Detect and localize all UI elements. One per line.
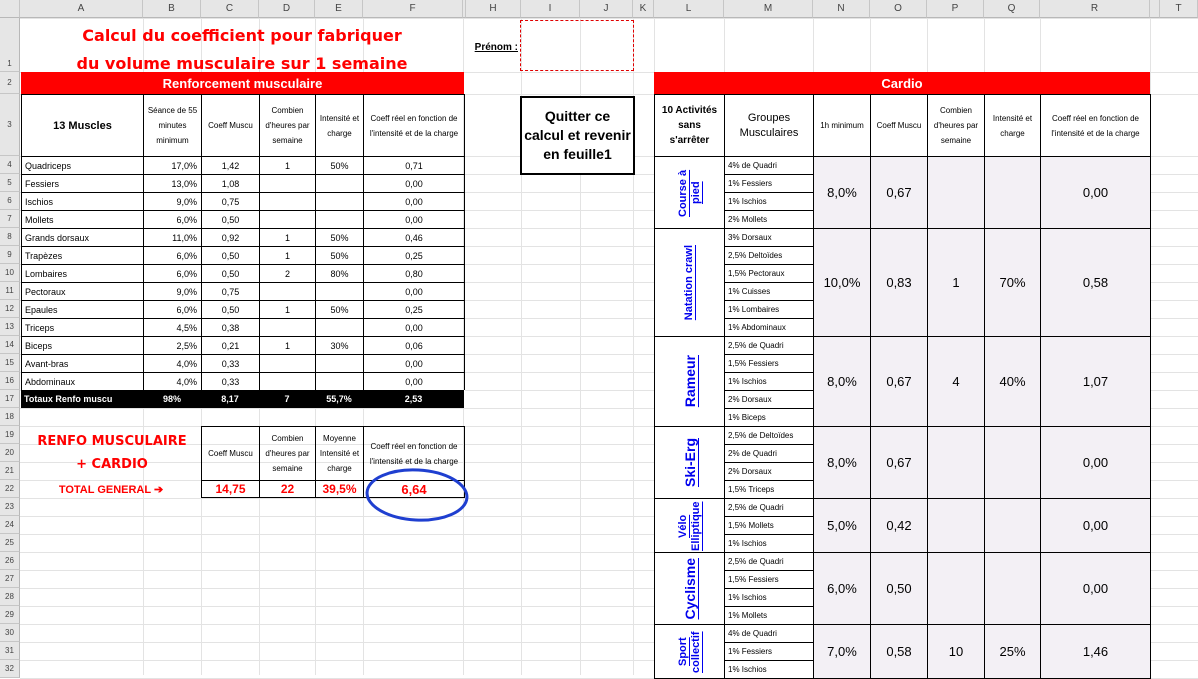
cardio-group-cell: 1% Fessiers xyxy=(724,642,814,661)
row-header-30[interactable]: 30 xyxy=(0,624,20,642)
cardio-header-coeff: Coeff Muscu xyxy=(870,94,928,157)
column-header-t[interactable]: T xyxy=(1160,0,1198,18)
row-header-18[interactable]: 18 xyxy=(0,408,20,426)
renfo-cell-coeff: 0,38 xyxy=(201,318,260,337)
renfo-cell-hrs[interactable]: 1 xyxy=(259,336,316,355)
cardio-activity-link[interactable]: Ski-Erg xyxy=(681,437,698,487)
cardio-cell-int[interactable]: 25% xyxy=(984,624,1041,679)
cardio-group-cell: 2,5% de Quadri xyxy=(724,498,814,517)
renfo-cell-coeff: 0,50 xyxy=(201,210,260,229)
gridline-row xyxy=(20,18,1198,19)
cardio-group-cell: 2,5% Deltoïdes xyxy=(724,246,814,265)
renfo-cell-coeff: 0,75 xyxy=(201,192,260,211)
cardio-cell-min: 10,0% xyxy=(813,228,871,337)
renfo-total-name: Totaux Renfo muscu xyxy=(21,390,144,408)
renfo-cell-int[interactable]: 50% xyxy=(315,156,364,175)
cardio-group-cell: 1% Ischios xyxy=(724,588,814,607)
total-general-label: TOTAL GENERAL ➔ xyxy=(58,483,164,496)
general-header-heures: Combien d'heures par semaine xyxy=(259,426,316,481)
row-header-3[interactable]: 3 xyxy=(0,94,20,156)
cardio-cell-int[interactable]: 70% xyxy=(984,228,1041,337)
cardio-cell-int[interactable] xyxy=(984,156,1041,229)
select-all-corner[interactable] xyxy=(0,0,20,18)
cardio-group-cell: 1% Lombaires xyxy=(724,300,814,319)
renfo-cell-pct: 4,0% xyxy=(143,372,202,391)
row-header-23[interactable]: 23 xyxy=(0,498,20,516)
total-general-hrs: 22 xyxy=(259,480,316,498)
cardio-group-cell: 1% Mollets xyxy=(724,606,814,625)
cardio-group-cell: 1% Ischios xyxy=(724,534,814,553)
cardio-cell-coeff: 0,67 xyxy=(870,426,928,499)
renfo-cell-name: Quadriceps xyxy=(21,156,144,175)
renfo-cell-pct: 2,5% xyxy=(143,336,202,355)
cardio-group-cell: 1% Ischios xyxy=(724,372,814,391)
cardio-cell-reel: 0,58 xyxy=(1040,228,1151,337)
row-header-5[interactable]: 5 xyxy=(0,174,20,192)
cardio-cell-coeff: 0,58 xyxy=(870,624,928,679)
renfo-cell-reel: 0,06 xyxy=(363,336,465,355)
cardio-cell-min: 8,0% xyxy=(813,156,871,229)
column-header-l[interactable]: L xyxy=(654,0,724,18)
row-header-1[interactable]: 1 xyxy=(0,18,20,72)
renfo-cell-int[interactable]: 50% xyxy=(315,228,364,247)
row-header-7[interactable]: 7 xyxy=(0,210,20,228)
renfo-cell-hrs[interactable] xyxy=(259,372,316,391)
cardio-header-min: 1h minimum xyxy=(813,94,871,157)
cardio-group-cell: 4% de Quadri xyxy=(724,624,814,643)
cardio-group-cell: 1,5% Mollets xyxy=(724,516,814,535)
row-header-26[interactable]: 26 xyxy=(0,552,20,570)
renfo-cell-reel: 0,25 xyxy=(363,300,465,319)
cardio-cell-int[interactable] xyxy=(984,552,1041,625)
renfo-cell-coeff: 0,50 xyxy=(201,300,260,319)
total-general-reel: 6,64 xyxy=(363,480,465,498)
cardio-group-cell: 4% de Quadri xyxy=(724,156,814,175)
renfo-cell-pct: 6,0% xyxy=(143,300,202,319)
sheet-title-line2: du volume musculaire sur 1 semaine xyxy=(76,53,408,73)
renfo-cell-pct: 6,0% xyxy=(143,264,202,283)
renfo-cell-name: Epaules xyxy=(21,300,144,319)
renfo-cell-name: Fessiers xyxy=(21,174,144,193)
renfo-cell-hrs[interactable] xyxy=(259,210,316,229)
renfo-cell-reel: 0,00 xyxy=(363,372,465,391)
cardio-cell-min: 6,0% xyxy=(813,552,871,625)
column-header-q[interactable]: Q xyxy=(984,0,1040,18)
renfo-cell-name: Biceps xyxy=(21,336,144,355)
cardio-banner: Cardio xyxy=(654,72,1150,94)
renfo-banner: Renforcement musculaire xyxy=(21,72,464,94)
total-general-moy: 39,5% xyxy=(315,480,364,498)
row-header-6[interactable]: 6 xyxy=(0,192,20,210)
row-header-12[interactable]: 12 xyxy=(0,300,20,318)
row-header-29[interactable]: 29 xyxy=(0,606,20,624)
renfo-cell-name: Mollets xyxy=(21,210,144,229)
row-header-9[interactable]: 9 xyxy=(0,246,20,264)
cardio-cell-hrs[interactable] xyxy=(927,156,985,229)
cardio-activity-cell xyxy=(654,336,725,427)
renfo-cell-name: Abdominaux xyxy=(21,372,144,391)
renfo-cell-coeff: 0,21 xyxy=(201,336,260,355)
cardio-activity-cell xyxy=(654,228,725,337)
cardio-cell-reel: 1,46 xyxy=(1040,624,1151,679)
row-header-4[interactable]: 4 xyxy=(0,156,20,174)
cardio-cell-int[interactable] xyxy=(984,426,1041,499)
cardio-activity-cell xyxy=(654,552,725,625)
renfo-total-hrs: 7 xyxy=(259,390,316,408)
renfo-cell-pct: 9,0% xyxy=(143,282,202,301)
renfo-cell-name: Pectoraux xyxy=(21,282,144,301)
column-header-r[interactable]: R xyxy=(1040,0,1150,18)
column-header-k[interactable]: K xyxy=(633,0,654,18)
cardio-cell-coeff: 0,50 xyxy=(870,552,928,625)
column-header-p[interactable]: P xyxy=(927,0,984,18)
renfo-cell-int[interactable] xyxy=(315,174,364,193)
renfo-cell-pct: 9,0% xyxy=(143,192,202,211)
row-header-24[interactable]: 24 xyxy=(0,516,20,534)
quit-calcul-button[interactable] xyxy=(520,96,635,175)
column-header-d[interactable]: D xyxy=(259,0,315,18)
renfo-cell-coeff: 0,33 xyxy=(201,354,260,373)
renfo-cell-int[interactable] xyxy=(315,210,364,229)
renfo-cell-reel: 0,00 xyxy=(363,282,465,301)
cardio-cell-min: 7,0% xyxy=(813,624,871,679)
cardio-cell-hrs[interactable] xyxy=(927,426,985,499)
cardio-activity-cell xyxy=(654,156,725,229)
renfo-cell-name: Grands dorsaux xyxy=(21,228,144,247)
general-header-moyenne: Moyenne Intensité et charge xyxy=(315,426,364,481)
cardio-activity-link[interactable]: Vélo Elliptique xyxy=(676,500,702,551)
total-general-coeff: 14,75 xyxy=(201,480,260,498)
row-header-11[interactable]: 11 xyxy=(0,282,20,300)
renfo-header-muscles: 13 Muscles xyxy=(21,94,144,157)
column-header-c[interactable]: C xyxy=(201,0,259,18)
row-header-25[interactable]: 25 xyxy=(0,534,20,552)
general-header-reel: Coeff réel en fonction de l'intensité et de la charge xyxy=(363,426,465,481)
cardio-group-cell: 2% Mollets xyxy=(724,210,814,229)
quit-calcul-button-label: Quitter ce calcul et revenir en feuille1 xyxy=(524,108,631,162)
cardio-group-cell: 1,5% Fessiers xyxy=(724,570,814,589)
cardio-cell-coeff: 0,42 xyxy=(870,498,928,553)
renfo-cell-reel: 0,80 xyxy=(363,264,465,283)
renfo-cell-hrs[interactable] xyxy=(259,192,316,211)
renfo-cell-reel: 0,00 xyxy=(363,174,465,193)
renfo-total-int: 55,7% xyxy=(315,390,364,408)
column-header-e[interactable]: E xyxy=(315,0,363,18)
renfo-cell-reel: 0,00 xyxy=(363,192,465,211)
renfo-header-heures: Combien d'heures par semaine xyxy=(259,94,316,157)
column-header-n[interactable]: N xyxy=(813,0,870,18)
cardio-cell-hrs[interactable] xyxy=(927,552,985,625)
sheet-title-line1: Calcul du coefficient pour fabriquer xyxy=(82,25,402,45)
column-header-i[interactable]: I xyxy=(521,0,580,18)
renfo-cell-coeff: 0,50 xyxy=(201,264,260,283)
cardio-cell-reel: 0,00 xyxy=(1040,552,1151,625)
column-header-b[interactable]: B xyxy=(143,0,201,18)
renfo-cell-coeff: 0,75 xyxy=(201,282,260,301)
cardio-group-cell: 1,5% Pectoraux xyxy=(724,264,814,283)
cardio-group-cell: 2% Dorsaux xyxy=(724,462,814,481)
renfo-cell-pct: 13,0% xyxy=(143,174,202,193)
row-header-22[interactable]: 22 xyxy=(0,480,20,498)
renfo-cell-name: Lombaires xyxy=(21,264,144,283)
renfo-cell-int[interactable]: 50% xyxy=(315,246,364,265)
cardio-activity-link[interactable]: Natation crawl xyxy=(683,244,695,321)
cardio-group-cell: 1,5% Triceps xyxy=(724,480,814,499)
cardio-cell-reel: 0,00 xyxy=(1040,426,1151,499)
column-header-s[interactable] xyxy=(1150,0,1160,18)
renfo-total-coeff: 8,17 xyxy=(201,390,260,408)
cardio-group-cell: 2,5% de Deltoïdes xyxy=(724,426,814,445)
cardio-cell-coeff: 0,83 xyxy=(870,228,928,337)
cardio-group-cell: 2% de Quadri xyxy=(724,444,814,463)
cardio-header-intensite: Intensité et charge xyxy=(984,94,1041,157)
renfo-cell-name: Triceps xyxy=(21,318,144,337)
cardio-cell-coeff: 0,67 xyxy=(870,156,928,229)
renfo-cell-name: Ischios xyxy=(21,192,144,211)
column-header-a[interactable]: A xyxy=(20,0,143,18)
cardio-cell-reel: 1,07 xyxy=(1040,336,1151,427)
cardio-cell-int[interactable]: 40% xyxy=(984,336,1041,427)
renfo-header-seance: Séance de 55 minutes minimum xyxy=(143,94,202,157)
cardio-cell-hrs[interactable]: 4 xyxy=(927,336,985,427)
cardio-group-cell: 1% Cuisses xyxy=(724,282,814,301)
renfo-cell-reel: 0,46 xyxy=(363,228,465,247)
column-header-f[interactable]: F xyxy=(363,0,463,18)
renfo-cell-pct: 4,5% xyxy=(143,318,202,337)
column-header-o[interactable]: O xyxy=(870,0,927,18)
renfo-cell-int[interactable]: 30% xyxy=(315,336,364,355)
row-header-32[interactable]: 32 xyxy=(0,660,20,678)
cardio-activity-link[interactable]: Rameur xyxy=(681,355,698,408)
renfo-cell-coeff: 1,08 xyxy=(201,174,260,193)
renfo-cell-coeff: 0,33 xyxy=(201,372,260,391)
renfo-cell-pct: 17,0% xyxy=(143,156,202,175)
cardio-group-cell: 1% Fessiers xyxy=(724,174,814,193)
renfo-total-reel: 2,53 xyxy=(363,390,465,408)
column-header-m[interactable]: M xyxy=(724,0,813,18)
renfo-cell-coeff: 0,92 xyxy=(201,228,260,247)
row-header-13[interactable]: 13 xyxy=(0,318,20,336)
renfo-cell-int[interactable] xyxy=(315,372,364,391)
row-header-8[interactable]: 8 xyxy=(0,228,20,246)
cardio-activity-cell xyxy=(654,498,725,553)
renfo-cell-reel: 0,00 xyxy=(363,354,465,373)
cardio-header-reel: Coeff réel en fonction de l'intensité et de la charge xyxy=(1040,94,1151,157)
renfo-cell-coeff: 0,50 xyxy=(201,246,260,265)
renfo-cell-pct: 11,0% xyxy=(143,228,202,247)
cardio-activity-link[interactable]: Sport collectif xyxy=(676,630,702,673)
renfo-cell-int[interactable] xyxy=(315,318,364,337)
renfo-cell-hrs[interactable] xyxy=(259,174,316,193)
renfo-header-coeff: Coeff Muscu xyxy=(201,94,260,157)
column-header-h[interactable]: H xyxy=(466,0,521,18)
annotation-circle xyxy=(362,464,474,526)
renfo-cell-int[interactable] xyxy=(315,354,364,373)
cardio-activity-cell xyxy=(654,426,725,499)
cardio-header-activites: 10 Activités sans s'arrêter xyxy=(654,94,725,157)
row-header-17[interactable]: 17 xyxy=(0,390,20,408)
cardio-group-cell: 2% Dorsaux xyxy=(724,390,814,409)
cardio-cell-int[interactable] xyxy=(984,498,1041,553)
renfo-cell-int[interactable] xyxy=(315,192,364,211)
row-header-14[interactable]: 14 xyxy=(0,336,20,354)
cardio-cell-hrs[interactable]: 10 xyxy=(927,624,985,679)
cardio-cell-min: 8,0% xyxy=(813,336,871,427)
row-header-15[interactable]: 15 xyxy=(0,354,20,372)
renfo-cell-hrs[interactable] xyxy=(259,354,316,373)
cardio-group-cell: 2,5% de Quadri xyxy=(724,336,814,355)
renfo-cell-hrs[interactable]: 1 xyxy=(259,156,316,175)
renfo-cell-reel: 0,71 xyxy=(363,156,465,175)
column-header-g[interactable] xyxy=(463,0,466,18)
renfo-cell-hrs[interactable]: 1 xyxy=(259,228,316,247)
general-title-line2: + CARDIO xyxy=(76,456,148,472)
row-header-31[interactable]: 31 xyxy=(0,642,20,660)
cardio-activity-cell xyxy=(654,624,725,679)
cardio-header-heures: Combien d'heures par semaine xyxy=(927,94,985,157)
renfo-cell-hrs[interactable]: 1 xyxy=(259,300,316,319)
cardio-group-cell: 2,5% de Quadri xyxy=(724,552,814,571)
cardio-cell-min: 8,0% xyxy=(813,426,871,499)
renfo-cell-reel: 0,25 xyxy=(363,246,465,265)
cardio-group-cell: 3% Dorsaux xyxy=(724,228,814,247)
renfo-cell-hrs[interactable]: 1 xyxy=(259,246,316,265)
cardio-header-groupes: Groupes Musculaires xyxy=(724,94,814,157)
renfo-cell-int[interactable]: 80% xyxy=(315,264,364,283)
renfo-total-pct: 98% xyxy=(143,390,202,408)
cardio-cell-min: 5,0% xyxy=(813,498,871,553)
renfo-cell-int[interactable]: 50% xyxy=(315,300,364,319)
row-header-28[interactable]: 28 xyxy=(0,588,20,606)
renfo-cell-name: Avant-bras xyxy=(21,354,144,373)
row-header-20[interactable]: 20 xyxy=(0,444,20,462)
cardio-cell-reel: 0,00 xyxy=(1040,498,1151,553)
column-header-j[interactable]: J xyxy=(580,0,633,18)
row-header-2[interactable]: 2 xyxy=(0,72,20,94)
cardio-activity-link[interactable]: Course à pied xyxy=(676,168,702,217)
cardio-cell-hrs[interactable]: 1 xyxy=(927,228,985,337)
cardio-group-cell: 1,5% Fessiers xyxy=(724,354,814,373)
prenom-label: Prénom : xyxy=(474,41,518,53)
renfo-cell-hrs[interactable]: 2 xyxy=(259,264,316,283)
renfo-cell-reel: 0,00 xyxy=(363,318,465,337)
general-title-line1: RENFO MUSCULAIRE xyxy=(37,433,187,449)
cardio-cell-hrs[interactable] xyxy=(927,498,985,553)
renfo-cell-reel: 0,00 xyxy=(363,210,465,229)
renfo-header-reel: Coeff réel en fonction de l'intensité et de la charge xyxy=(363,94,465,157)
row-header-21[interactable]: 21 xyxy=(0,462,20,480)
cardio-group-cell: 1% Ischios xyxy=(724,660,814,679)
renfo-cell-name: Trapèzes xyxy=(21,246,144,265)
row-header-27[interactable]: 27 xyxy=(0,570,20,588)
row-header-19[interactable]: 19 xyxy=(0,426,20,444)
renfo-cell-pct: 6,0% xyxy=(143,246,202,265)
renfo-cell-int[interactable] xyxy=(315,282,364,301)
prenom-input[interactable] xyxy=(520,20,634,71)
renfo-cell-pct: 4,0% xyxy=(143,354,202,373)
renfo-header-intensite: Intensité et charge xyxy=(315,94,364,157)
cardio-activity-link[interactable]: Cyclisme xyxy=(681,557,698,620)
row-header-10[interactable]: 10 xyxy=(0,264,20,282)
renfo-cell-pct: 6,0% xyxy=(143,210,202,229)
row-header-16[interactable]: 16 xyxy=(0,372,20,390)
cardio-group-cell: 1% Ischios xyxy=(724,192,814,211)
cardio-group-cell: 1% Abdominaux xyxy=(724,318,814,337)
general-header-coeff: Coeff Muscu xyxy=(201,426,260,481)
renfo-cell-hrs[interactable] xyxy=(259,318,316,337)
cardio-cell-coeff: 0,67 xyxy=(870,336,928,427)
cardio-group-cell: 1% Biceps xyxy=(724,408,814,427)
cardio-cell-reel: 0,00 xyxy=(1040,156,1151,229)
renfo-cell-hrs[interactable] xyxy=(259,282,316,301)
renfo-cell-coeff: 1,42 xyxy=(201,156,260,175)
